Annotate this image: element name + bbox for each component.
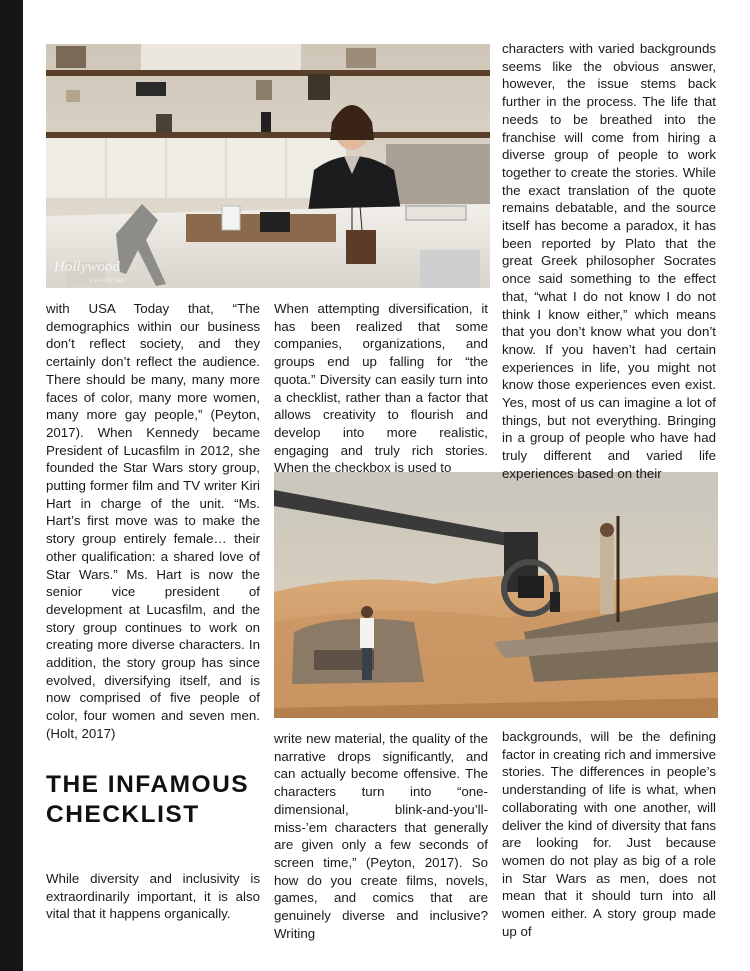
office-photo — [46, 44, 490, 288]
magazine-logo: Hollywood REPORTER — [54, 259, 126, 284]
page-edge-bar — [0, 0, 23, 971]
section-heading: THE INFAMOUS CHECKLIST — [46, 771, 250, 829]
column-left-top-text: with USA Today that, “The demographics within our business don’t reflect society, and they certainly don’t reflect the audience. There should be many, many more faces of color, many more women, many more gay people,” (Peyton, 2017). When Kennedy became President of Lucasfilm in 2012, she founded the Star Wars story group, putting former film and TV writer Kiri Hart in charge of the unit. “Ms. Hart’s first move was to make the story group entirely female… their other qualification: a shared love of Star Wars.” Ms. Hart is now the senior vice president of development at Lucasfilm, and the story group continues to work on creating more diverse characters. In addition, the story group has since evolved, diversifying itself, and is now comprised of five people of color, four women and seven men. (Holt, 2017) — [46, 301, 260, 741]
column-left-bottom-text: While diversity and inclusivity is extraordinarily important, it is also vital that it happens organically. — [46, 871, 260, 922]
film-set-photo — [274, 472, 718, 718]
column-right-bottom-text: backgrounds, will be the defining factor in creating rich and immersive stories. The differences in people’s understanding of life is what, when collaborating with one another, will deliver the kind of diversity that fans are looking for. Just because women do not play as big of a role in Star Wars as men, does not mean that it should turn into all women either. A story group made up of — [502, 729, 716, 939]
column-middle-top-text: When attempting diversification, it has been realized that some companies, organizations, and groups end up falling for “the quota.” Diversity can easily turn into a checklist, rather than a factor that allows creativity to flourish and develop into more realistic, engaging and truly rich stories. When the checkbox is used to — [274, 301, 488, 476]
column-right-top-text: characters with varied backgrounds seems like the obvious answer, however, the issue stems back further in the process. The life that needs to be breathed into the franchise will come from hiring a diverse group of people to work together to create the stories. While the exact translation of the quote remains debatable, and the source itself has become a paradox, it has been reported by Plato that the great Greek philosopher Socrates once said something to the effect that, “what I do not know I do not think I know either,” which means that you don’t know what you don’t know. If you haven’t had certain experiences in life, you might not know those experiences even exist. Yes, most of us can imagine a lot of things, but not everything. Bringing in a group of people who have had truly different and varied life experiences based on their — [502, 41, 716, 481]
column-middle-bottom-text: write new material, the quality of the narrative drops significantly, and can actually become offensive. The characters turn into “one-dimensional, blink-and-you’ll-miss-’em characters that generally are given only a few seconds of screen time,” (Peyton, 2017). So how do you create films, novels, games, and comics that are genuinely diverse and inclusive? Writing — [274, 731, 488, 941]
